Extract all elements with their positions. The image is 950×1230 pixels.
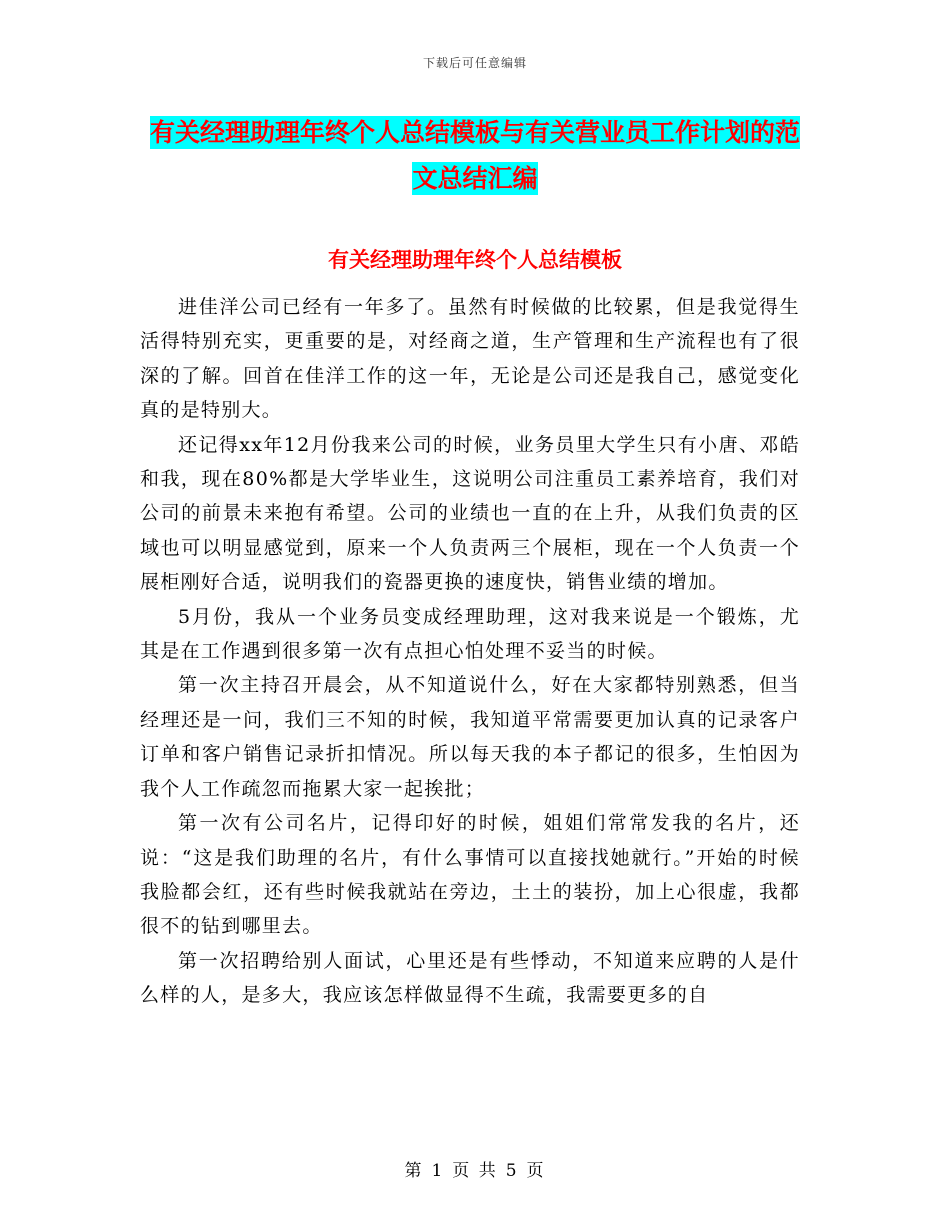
page-suffix: 页 (526, 1161, 546, 1181)
document-body (140, 290, 800, 1013)
paragraph: 还记得xx年12月份我来公司的时候，业务员里大学生只有小唐、邓皓和我，现在80%都是大学毕业生，这说明公司注重员工素养培育，我们对公司的前景未来抱有希望。公司的业绩也一直的在上升，从我们负责的区域也可以明显感觉到，原来一个人负责两三个展柜，现在一个人负责一个展柜刚好合适，说明我们的瓷器更换的速度快，销售业绩的增加。 (140, 433, 800, 594)
paragraph: 第一次主持召开晨会，从不知道说什么，好在大家都特别熟悉，但当经理还是一问，我们三不知的时候，我知道平常需要更加认真的记录客户订单和客户销售记录折扣情况。所以每天我的本子都记的很多，生怕因为我个人工作疏忽而拖累大家一起挨批； (140, 674, 800, 800)
page-prefix: 第 (404, 1161, 424, 1181)
page-mid: 页 共 (452, 1161, 498, 1181)
page-current: 1 (431, 1161, 445, 1181)
main-title-text: 有关经理助理年终个人总结模板与有关营业员工作计划的范文总结汇编 (149, 118, 800, 193)
page-total: 5 (505, 1161, 519, 1181)
paragraph: 5月份，我从一个业务员变成经理助理，这对我来说是一个锻炼，尤其是在工作遇到很多第一次有点担心怕处理不妥当的时候。 (140, 605, 800, 663)
section-title: 有关经理助理年终个人总结模板 (328, 248, 622, 272)
paragraph: 第一次有公司名片，记得印好的时候，姐姐们常常发我的名片，还说：“这是我们助理的名片，有什么事情可以直接找她就行。”开始的时候我脸都会红，还有些时候我就站在旁边，土土的装扮，加上心很虚，我都很不的钻到哪里去。 (140, 812, 800, 938)
paragraph: 第一次招聘给别人面试，心里还是有些悸动，不知道来应聘的人是什么样的人，是多大，我应该怎样做显得不生疏，我需要更多的自 (140, 949, 800, 1007)
page-footer (0, 1156, 950, 1181)
document-main-title (140, 110, 810, 202)
paragraph: 进佳洋公司已经有一年多了。虽然有时候做的比较累，但是我觉得生活得特别充实，更重要的是，对经商之道，生产管理和生产流程也有了很深的了解。回首在佳洋工作的这一年，无论是公司还是我自己，感觉变化真的是特别大。 (140, 296, 800, 422)
header-note: 下载后可任意编辑 (422, 56, 527, 70)
